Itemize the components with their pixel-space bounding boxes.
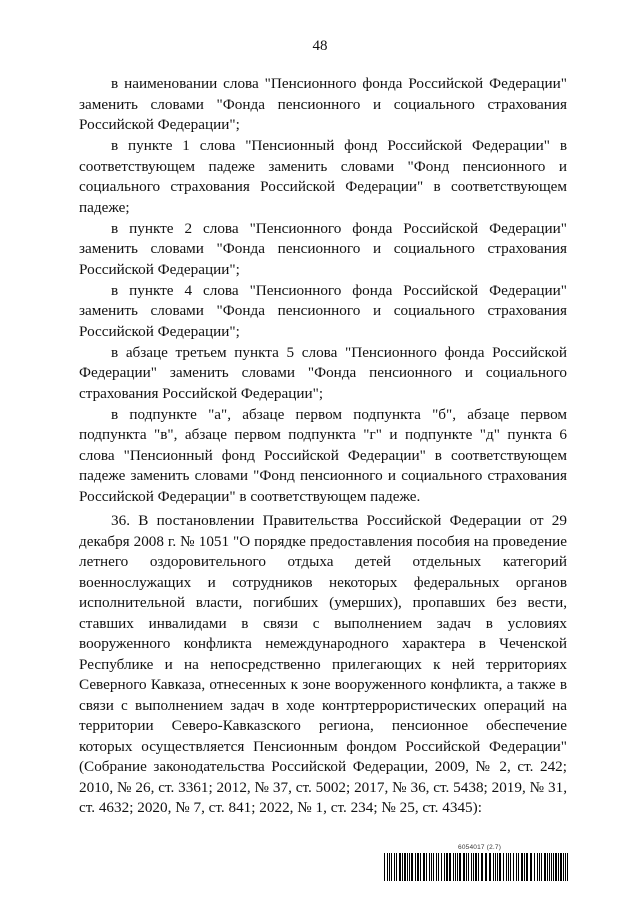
barcode-icon (384, 853, 570, 881)
barcode-block (384, 844, 570, 882)
paragraph: в наименовании слова "Пенсионного фонда Российской Федерации" заменить словами "Фонда пенсионного и социального страхования Российской Федерации"; (79, 75, 567, 133)
paragraph: в пункте 1 слова "Пенсионный фонд Российской Федерации" в соответствующем падеже заменить словами "Фонд пенсионного и социального страхования Российской Федерации" в соответствующем падеже; (79, 137, 567, 216)
paragraph-item-36: 36. В постановлении Правительства Российской Федерации от 29 декабря 2008 г. № 1051 "О порядке предоставления пособия на проведение летнего оздоровительного отдыха детей отдельных категорий военнослужащих и сотрудников некоторых федеральных органов исполнительной власти, погибших (умерших), пропавших без вести, ставших инвалидами в связи с выполнением задач в условиях вооруженного конфликта немеждународного характера в Чеченской Республике и на непосредственно прилегающих к ней территориях Северного Кавказа, отнесенных к зоне вооруженного конфликта, а также в связи с выполнением задач в ходе контртеррористических операций на территории Северо-Кавказского региона, пенсионное обеспечение которых осуществляется Пенсионным фондом Российской Федерации" (Собрание законодательства Российской Федерации, 2009, № 2, ст. 242; 2010, № 26, ст. 3361; 2012, № 37, ст. 5002; 2017, № 36, ст. 5438; 2019, № 31, ст. 4632; 2020, № 7, ст. 841; 2022, № 1, ст. 234; № 25, ст. 4345): (79, 512, 567, 816)
page-number: 48 (312, 38, 328, 54)
document-body (79, 74, 567, 819)
paragraph: в пункте 2 слова "Пенсионного фонда Российской Федерации" заменить словами "Фонда пенсионного и социального страхования Российской Федерации"; (79, 219, 567, 278)
barcode-caption: 6054017 (2.7) (458, 844, 502, 851)
paragraph: в подпункте "а", абзаце первом подпункта "б", абзаце первом подпункта "в", абзаце первом подпункта "г" и подпункте "д" пункта 6 слова "Пенсионный фонд Российской Федерации" в соответствующем падеже заменить словами "Фонд пенсионного и социального страхования Российской Федерации" в соответствующем падеже. (79, 405, 567, 505)
paragraph: в абзаце третьем пункта 5 слова "Пенсионного фонда Российской Федерации" заменить словами "Фонда пенсионного и социального страхования Российской Федерации"; (79, 343, 567, 402)
paragraph: в пункте 4 слова "Пенсионного фонда Российской Федерации" заменить словами "Фонда пенсионного и социального страхования Российской Федерации"; (79, 281, 567, 340)
